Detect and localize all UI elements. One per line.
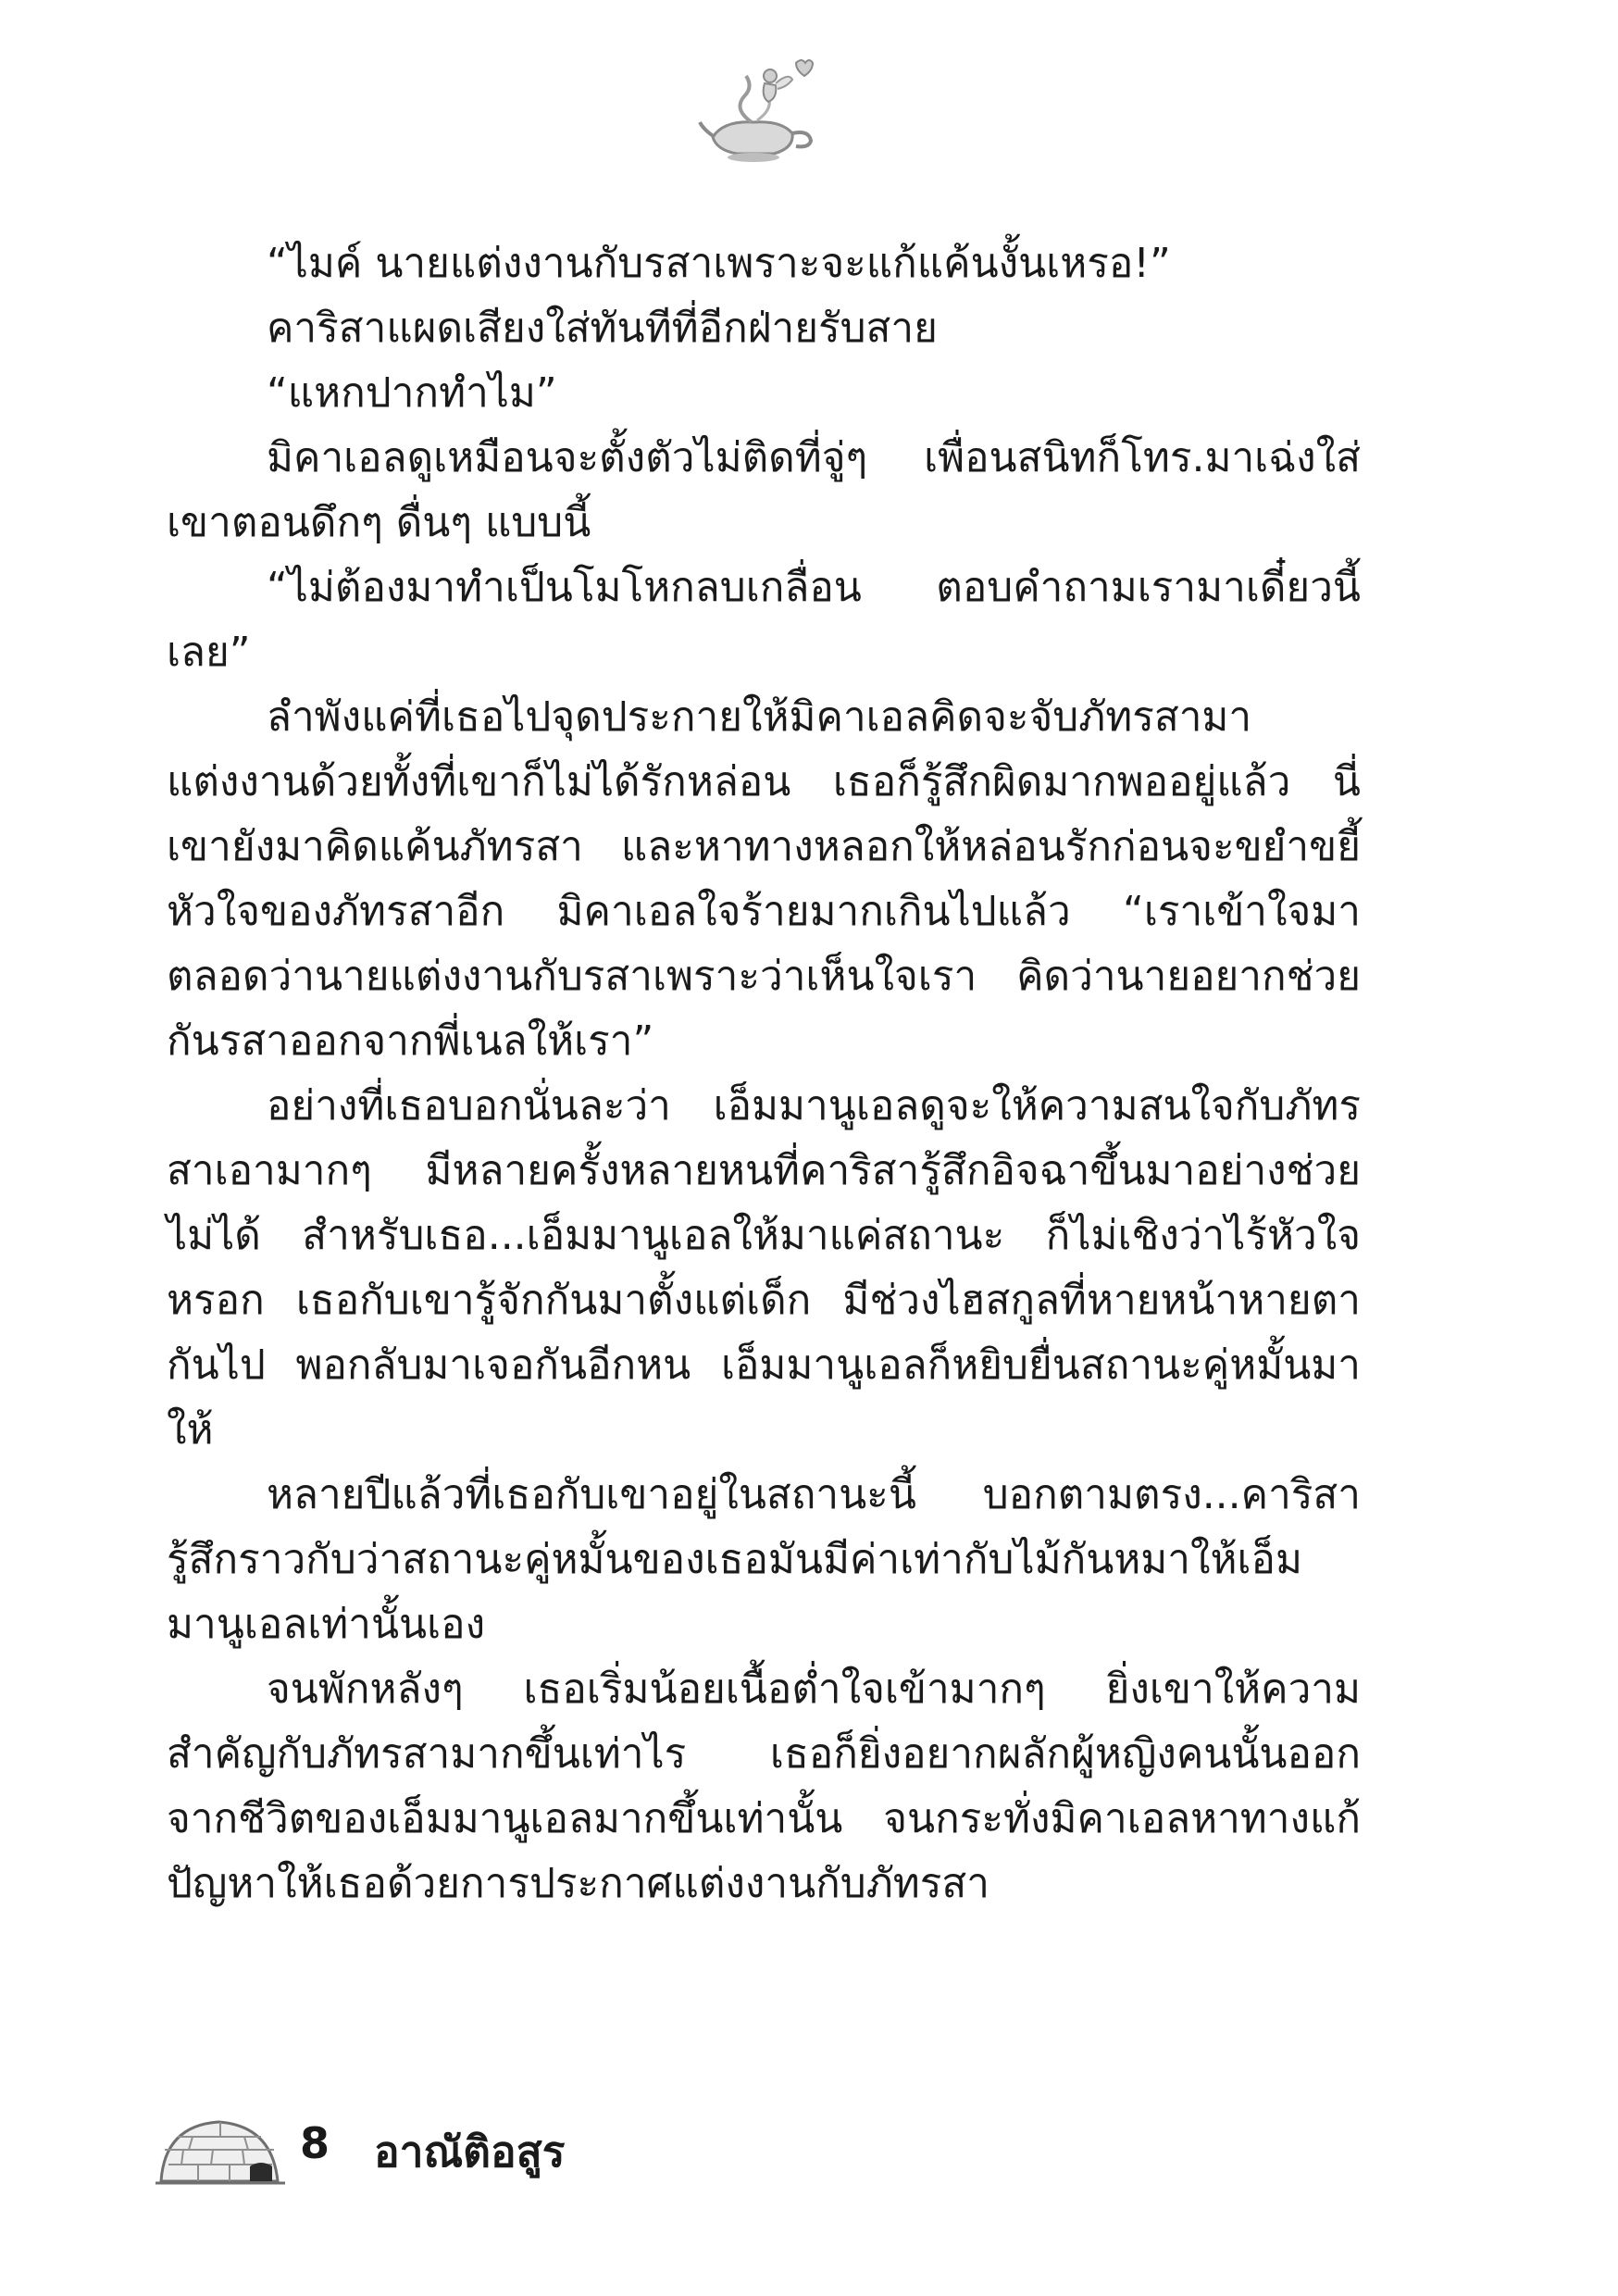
paragraph-7: อย่างที่เธอบอกนั่นละว่า เอ็มมานูเอลดูจะให้ความสนใจกับภัทรสาเอามากๆ มีหลายครั้งหลายหนที่คาริสารู้สึกอิจฉาขึ้นมาอย่างช่วยไม่ได้ สำหรับเธอ...เอ็มมานูเอลให้มาแค่สถานะ ก็ไม่เชิงว่าไร้หัวใจหรอก เธอกับเขารู้จักกันมาตั้งแต่เด็ก มีช่วงไฮสกูลที่หายหน้าหายตากันไป พอกลับมาเจอกันอีกหน เอ็มมานูเอลก็หยิบยื่นสถานะคู่หมั้นมาให้ — [167, 1082, 1361, 1454]
paragraph-5: “ไม่ต้องมาทำเป็นโมโหกลบเกลื่อน ตอบคำถามเรามาเดี๋ยวนี้เลย” — [167, 564, 1361, 676]
page-number: 8 — [300, 2118, 330, 2168]
igloo-icon — [156, 2113, 285, 2187]
page-footer — [156, 2109, 803, 2192]
cupid-teapot-ornament-icon — [696, 56, 816, 176]
paragraph-4: มิคาเอลดูเหมือนจะตั้งตัวไม่ติดที่จู่ๆ เพื่อนสนิทก็โทร.มาเฉ่งใส่เขาตอนดึกๆ ดื่นๆ แบบนี้ — [167, 434, 1361, 546]
story-text — [167, 231, 1361, 1916]
book-title: อาณัติอสูร — [374, 2127, 566, 2177]
paragraph-8: หลายปีแล้วที่เธอกับเขาอยู่ในสถานะนี้ บอกตามตรง...คาริสารู้สึกราวกับว่าสถานะคู่หมั้นของเธอมันมีค่าเท่ากับไม้กันหมาให้เอ็มมานูเอลเท่านั้นเอง — [167, 1471, 1361, 1648]
paragraph-9: จนพักหลังๆ เธอเริ่มน้อยเนื้อต่ำใจเข้ามากๆ ยิ่งเขาให้ความสำคัญกับภัทรสามากขึ้นเท่าไร เธอก็ยิ่งอยากผลักผู้หญิงคนนั้นออกจากชีวิตของเอ็มมานูเอลมากขึ้นเท่านั้น จนกระทั่งมิคาเอลหาทางแก้ปัญหาให้เธอด้วยการประกาศแต่งงานกับภัทรสา — [167, 1666, 1361, 1907]
paragraph-3: “แหกปากทำไม” — [267, 369, 557, 417]
paragraph-2: คาริสาแผดเสียงใส่ทันทีที่อีกฝ่ายรับสาย — [267, 305, 938, 352]
paragraph-6: ลำพังแค่ที่เธอไปจุดประกายให้มิคาเอลคิดจะจับภัทรสามาแต่งงานด้วยทั้งที่เขาก็ไม่ได้รักหล่อน เธอก็รู้สึกผิดมากพออยู่แล้ว นี่เขายังมาคิดแค้นภัทรสา และหาทางหลอกให้หล่อนรักก่อนจะขยำขยี้หัวใจของภัทรสาอีก มิคาเอลใจร้ายมากเกินไปแล้ว “เราเข้าใจมาตลอดว่านายแต่งงานกับรสาเพราะว่าเห็นใจเรา คิดว่านายอยากช่วยกันรสาออกจากพี่เนลให้เรา” — [167, 693, 1361, 1065]
paragraph-1: “ไมค์ นายแต่งงานกับรสาเพราะจะแก้แค้นงั้นเหรอ!” — [267, 240, 1171, 287]
